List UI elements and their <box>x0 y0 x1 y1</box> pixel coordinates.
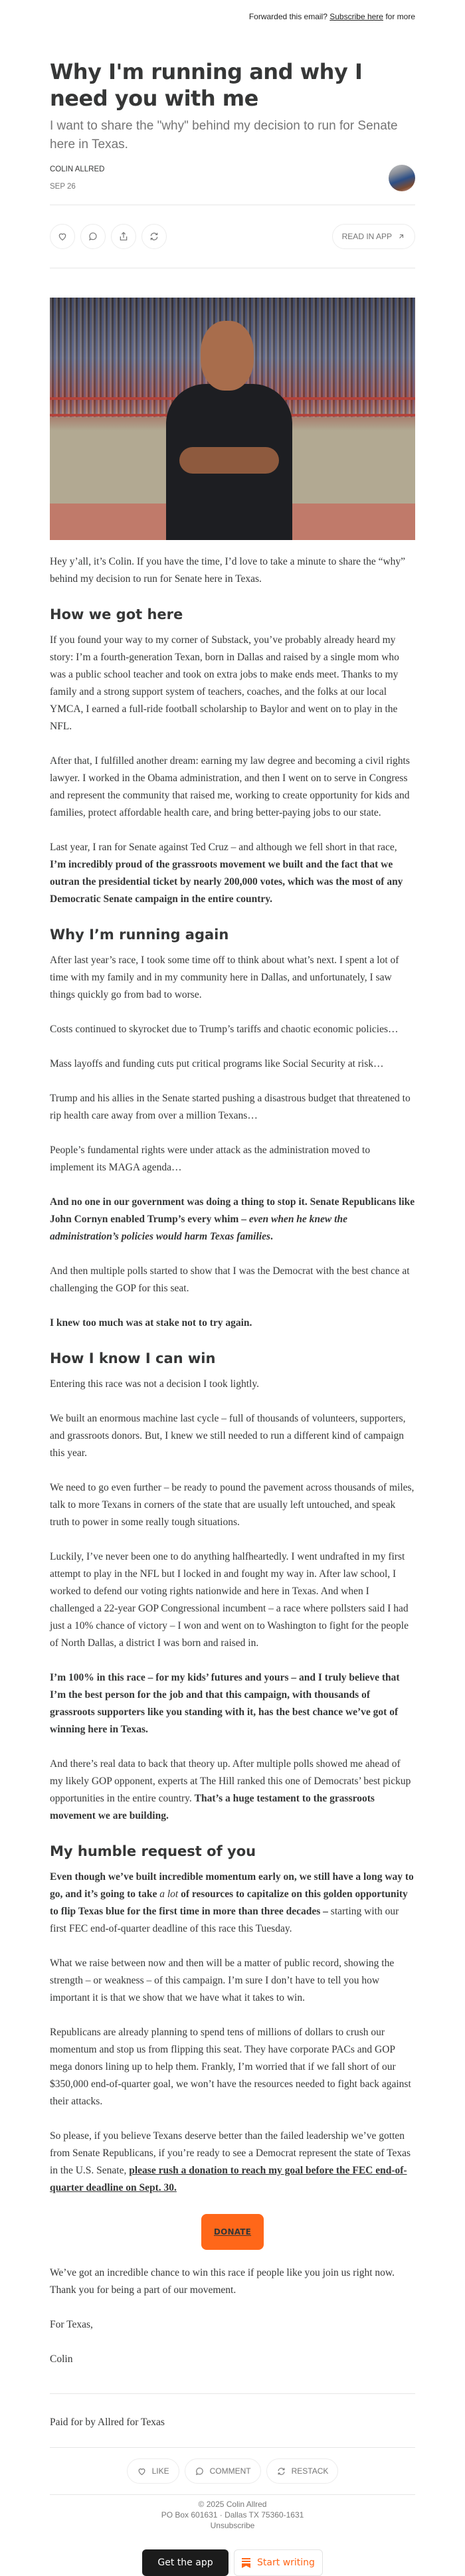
paragraph: Trump and his allies in the Senate started pushing a disastrous budget that threatened to rip health care away from over a million Texans… <box>50 1093 411 1121</box>
start-writing-button[interactable]: Start writing <box>234 2549 323 2576</box>
signoff: For Texas, <box>50 2319 93 2330</box>
hero-image <box>50 298 415 540</box>
email-container <box>50 0 415 2576</box>
arrow-up-right-icon <box>397 232 405 240</box>
heart-icon <box>57 231 68 242</box>
paragraph: Mass layoffs and funding cuts put critical programs like Social Security at risk… <box>50 1058 384 1069</box>
donate-button[interactable]: DONATE <box>201 2214 264 2250</box>
paragraph: And there’s real data to back that theory up. After multiple polls showed me ahead of my likely GOP opponent, experts at The Hill ranked this one of Democrats’ best pickup opportunities in the entire country. That’s a huge testament to the grassroots movement we are building. <box>50 1758 411 1821</box>
section-heading: How we got here <box>50 606 183 622</box>
comment-icon <box>195 2466 205 2476</box>
paragraph: We built an enormous machine last cycle – full of thousands of volunteers, supporters, and grassroots donors. But, I knew we still needed to run a different kind of campaign this year. <box>50 1413 406 1459</box>
section-heading: My humble request of you <box>50 1843 256 1859</box>
paid-disclaimer: Paid for by Allred for Texas <box>50 2417 165 2428</box>
paragraph: Last year, I ran for Senate against Ted Cruz – and although we fell short in that race, I’m incredibly proud of the grassroots movement we built and the fact that we outran the presidential ticket by nearly 200,000 votes, which was the most of any Democratic Senate campaign in the entire country. <box>50 842 403 905</box>
post-subtitle: I want to share the "why" behind my decision to run for Senate here in Texas. <box>50 119 398 151</box>
read-in-app-button[interactable] <box>332 224 415 249</box>
like-button[interactable]: LIKE <box>127 2458 179 2484</box>
section-heading: Why I’m running again <box>50 927 229 943</box>
footer-actions <box>50 2448 415 2494</box>
share-button[interactable] <box>111 224 136 249</box>
paragraph: After that, I fulfilled another dream: earning my law degree and becoming a civil rights lawyer. I worked in the Obama administration, and then I went on to serve in Congress and represent the community that raised me, working to create opportunity for kids and families, protect affordable health care, and bring better-paying jobs to our state. <box>50 755 410 818</box>
get-the-app-button[interactable]: Get the app <box>142 2549 229 2576</box>
paragraph: I knew too much was at stake not to try again. <box>50 1317 252 1329</box>
intro-paragraph: Hey y’all, it’s Colin. If you have the time, I’d love to take a minute to share the “why” behind my decision to run for Senate here in Texas. <box>50 556 406 585</box>
person-figure <box>166 321 292 540</box>
share-icon <box>118 231 129 242</box>
byline <box>50 163 415 193</box>
forward-notice <box>50 0 415 27</box>
paragraph: What we raise between now and then will be a matter of public record, showing the strength – or weakness – of this campaign. I’m sure I don’t have to tell you how important it is that we show that we have what it takes to win. <box>50 1958 395 2003</box>
paragraph: People’s fundamental rights were under attack as the administration moved to implement its MAGA agenda… <box>50 1145 371 1173</box>
copyright: © 2025 Colin Allred <box>198 2500 267 2509</box>
comment-button[interactable] <box>80 224 106 249</box>
paragraph: I’m 100% in this race – for my kids’ futures and yours – and I truly believe that I’m the best person for the job and that this campaign, with thousands of grassroots supporters like you standing with it, has the best chance we’ve got of winning here in Texas. <box>50 1672 400 1735</box>
email-footer <box>50 2494 415 2531</box>
paragraph: Even though we’ve built incredible momentum early on, we still have a long way to go, and it’s going to take a lot of resources to capitalize on this golden opportunity to flip Texas blue for the first time in more than three decades – starting with our first FEC end-of-quarter deadline of this race this Tuesday. <box>50 1871 414 1934</box>
paragraph: Republicans are already planning to spend tens of millions of dollars to crush our momentum and stop us from flipping this seat. They have corporate PACs and GOP mega donors lining up to help them. Frankly, I’m worried that if we fall short of our $350,000 end-of-quarter goal, we won’t have the resources needed to fight back against their attacks. <box>50 2027 411 2107</box>
section-heading: How I know I can win <box>50 1350 216 1366</box>
donation-link[interactable]: please rush a donation to reach my goal before the FEC end-of-quarter deadline on Sept. 30. <box>50 2165 407 2193</box>
restack-icon <box>276 2466 286 2476</box>
heart-icon <box>137 2466 147 2476</box>
restack-button[interactable]: RESTACK <box>266 2458 339 2484</box>
post-title[interactable]: Why I'm running and why I need you with me <box>50 59 363 111</box>
paragraph: And no one in our government was doing a thing to stop it. Senate Republicans like John Cornyn enabled Trump’s every whim – even when he knew the administration’s policies would harm Texas families. <box>50 1196 415 1242</box>
like-button[interactable] <box>50 224 75 249</box>
paragraph: We’ve got an incredible chance to win this race if people like you join us right now. Thank you for being a part of our movement. <box>50 2267 395 2296</box>
restack-button[interactable] <box>141 224 167 249</box>
substack-logo-icon <box>242 2558 250 2568</box>
paragraph: Entering this race was not a decision I took lightly. <box>50 1378 259 1390</box>
forward-prefix: Forwarded this email? <box>248 12 327 21</box>
forward-suffix: for more <box>385 12 415 21</box>
paragraph: If you found your way to my corner of Substack, you’ve probably already heard my story: I’m a fourth-generation Texan, born in Dallas and raised by a single mom who was a public school teacher and took on extra jobs to make ends meet. Thanks to my family and a strong support system of teachers, coaches, and the folks at our local YMCA, I earned a full-ride football scholarship to Baylor and went on to play in the NFL. <box>50 634 399 732</box>
paragraph: Costs continued to skyrocket due to Trump’s tariffs and chaotic economic policies… <box>50 1024 399 1035</box>
paragraph: Luckily, I’ve never been one to do anything halfheartedly. I went undrafted in my first attempt to play in the NFL but I locked in and fought my way in. After law school, I worked to defend our voting rights nationwide and here in Texas. And when I challenged a 22-year GOP Congressional incumbent – a race where pollsters said I had just a 10% chance of victory – I won and went on to Washington to fight for the people of North Dallas, a district I was born and raised in. <box>50 1551 409 1649</box>
post-body <box>50 553 415 2368</box>
paragraph: We need to go even further – be ready to pound the pavement across thousands of miles, talk to more Texans in corners of the state that are usually left untouched, and speak truth to power in some really tough situations. <box>50 1482 415 1528</box>
author-avatar[interactable] <box>389 165 415 191</box>
comment-button[interactable]: COMMENT <box>185 2458 261 2484</box>
unsubscribe-link[interactable]: Unsubscribe <box>210 2521 255 2530</box>
paragraph: And then multiple polls started to show that I was the Democrat with the best chance at challenging the GOP for this seat. <box>50 1265 410 1294</box>
comment-icon <box>88 231 98 242</box>
app-cta-row <box>50 2549 415 2576</box>
signature: Colin <box>50 2353 73 2365</box>
mailing-address: PO Box 601631 · Dallas TX 75360-1631 <box>161 2510 304 2520</box>
subscribe-link[interactable]: Subscribe here <box>329 12 383 21</box>
paragraph: After last year’s race, I took some time off to think about what’s next. I spent a lot of time with my family and in my community here in Dallas, and unfortunately, I saw things quickly go from bad to worse. <box>50 955 399 1000</box>
restack-icon <box>149 231 159 242</box>
paragraph: So please, if you believe Texans deserve better than the failed leadership we’ve gotten from Senate Republicans, if you’re ready to see a Democrat represent the state of Texas in the U.S. Senate, please rush a donation to reach my goal before the FEC end-of-quarter deadline on Sept. 30. <box>50 2130 411 2193</box>
author-name[interactable]: COLIN ALLRED <box>50 165 105 173</box>
post-actions-bar <box>50 205 415 268</box>
post-date: SEP 26 <box>50 183 76 191</box>
read-in-app-label: READ IN APP <box>341 232 392 241</box>
